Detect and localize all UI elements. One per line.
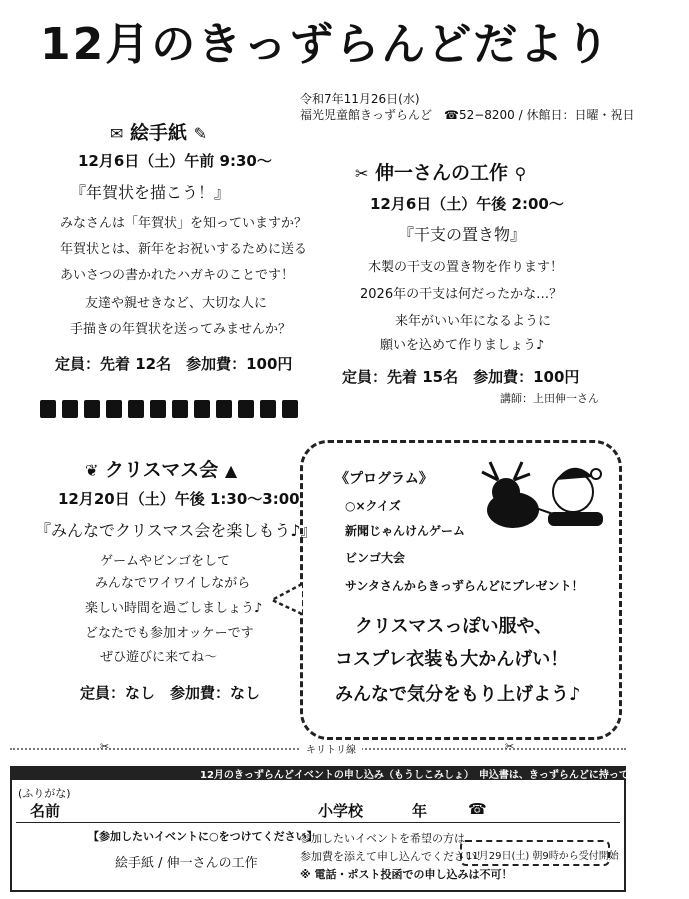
gift-icon — [62, 400, 78, 418]
gift-icon — [150, 400, 166, 418]
etegami-fee: 定員：先着 12名 参加費：100円 — [55, 355, 293, 373]
furigana-label: (ふりがな) — [18, 787, 71, 800]
facility-info: 福光児童館きっずらんど ☎52−8200 / 休館日：日曜・祝日 — [300, 108, 635, 122]
cut-line-label: キリトリ線 — [300, 741, 362, 756]
name-label: 名前 — [30, 802, 61, 820]
christmas-catch: 『みんなでクリスマス会を楽しもう♪』 — [35, 521, 317, 540]
scissors-icon: ✂ — [505, 740, 515, 753]
form-header-text: 12月のきっずらんどイベントの申し込み（もうしこみしょ） 申込書は、きっずらんどに持ってきてください — [200, 770, 689, 781]
deadline-box: 11月29日(土) 朝9時から受付開始 — [460, 840, 610, 866]
brush-icon: ✎ — [193, 124, 208, 143]
etegami-catch: 『年賀状を描こう！』 — [70, 183, 231, 202]
shinichi-line-1: 木製の干支の置き物を作ります！ — [368, 260, 564, 275]
shinichi-title: 伸一さんの工作 — [375, 162, 509, 184]
etegami-line-2: 年賀状とは、新年をお祝いするために送る — [60, 242, 308, 257]
christmas-line-1: ゲームやビンゴをして — [100, 554, 231, 569]
christmas-title: クリスマス会 — [105, 459, 219, 481]
reindeer-santa-illustration — [478, 452, 608, 537]
program-heading: 《プログラム》 — [335, 471, 433, 487]
etegami-heading — [110, 118, 207, 145]
form-divider — [16, 822, 620, 823]
gift-icon — [194, 400, 210, 418]
slogan-line-1: クリスマスっぽい服や、 — [355, 616, 553, 637]
choose-label: 【参加したいイベントに○をつけてください】 — [88, 830, 318, 843]
gift-decoration — [40, 400, 298, 418]
holly-icon: ❦ — [85, 461, 99, 480]
christmas-line-3: 楽しい時間を過ごしましょう♪ — [85, 601, 263, 616]
shinichi-line-4: 願いを込めて作りましょう♪ — [380, 338, 545, 353]
gift-icon — [260, 400, 276, 418]
magnifier-icon: ⚲ — [514, 164, 527, 183]
scissors-icon: ✂ — [100, 740, 110, 753]
shinichi-heading — [355, 158, 526, 185]
form-header-bar — [10, 766, 689, 781]
gift-icon — [172, 400, 188, 418]
form-note-3: ※ 電話・ポスト投函での申し込みは不可！ — [300, 868, 513, 881]
etegami-line-4: 友達や親せきなど、大切な人に — [85, 296, 268, 311]
gift-icon — [216, 400, 232, 418]
grade-label: 年 — [412, 802, 428, 820]
etegami-datetime: 12月6日（土）午前 9:30～ — [78, 152, 272, 170]
christmas-line-5: ぜひ遊びに来てね～ — [100, 650, 218, 665]
page-title: 12月のきっずらんどだより — [40, 19, 612, 70]
gift-icon — [282, 400, 298, 418]
christmas-heading — [85, 455, 237, 482]
etegami-line-3: あいさつの書かれたハガキのことです！ — [60, 268, 295, 283]
event-choices[interactable]: 絵手紙 / 伸一さんの工作 — [115, 856, 258, 871]
shinichi-line-3: 来年がいい年になるように — [395, 314, 552, 329]
etegami-line-1: みなさんは「年賀状」を知っていますか？ — [60, 216, 308, 231]
gift-icon — [106, 400, 122, 418]
christmas-line-4: どなたでも参加オッケーです — [85, 626, 254, 641]
form-note-1: 参加したいイベントを希望の方は — [300, 832, 465, 845]
form-note-2: 参加費を添えて申し込んでください！ — [300, 850, 487, 863]
program-item-1: ○×クイズ — [345, 499, 401, 513]
program-item-3: ビンゴ大会 — [345, 551, 406, 565]
christmas-line-2: みんなでワイワイしながら — [95, 576, 251, 591]
envelope-icon: ✉ — [110, 124, 124, 143]
issue-date: 令和7年11月26日(水) — [300, 92, 420, 106]
name-field[interactable] — [90, 795, 290, 819]
slogan-line-3: みんなで気分をもり上げよう♪ — [335, 684, 581, 705]
tree-icon: ▲ — [224, 461, 238, 480]
shinichi-datetime: 12月6日（土）午後 2:00～ — [370, 195, 564, 213]
shinichi-catch: 『干支の置き物』 — [398, 225, 527, 244]
etegami-title: 絵手紙 — [130, 122, 188, 144]
shinichi-instructor: 講師：上田伸一さん — [500, 392, 599, 405]
gift-icon — [238, 400, 254, 418]
program-item-4: サンタさんからきっずらんどにプレゼント！ — [345, 579, 584, 593]
shinichi-line-2: 2026年の干支は何だったかな…？ — [360, 287, 563, 302]
christmas-fee: 定員：なし 参加費：なし — [80, 684, 261, 702]
gift-icon — [128, 400, 144, 418]
slogan-line-2: コスプレ衣装も大かんげい！ — [335, 649, 569, 670]
gift-icon — [40, 400, 56, 418]
saw-icon: ✂ — [355, 164, 369, 183]
bubble-tail — [268, 580, 308, 620]
christmas-datetime: 12月20日（土）午後 1:30～3:00 — [58, 490, 300, 508]
etegami-line-5: 手描きの年賀状を送ってみませんか？ — [70, 322, 292, 337]
program-item-2: 新聞じゃんけんゲーム — [345, 524, 466, 538]
gift-icon — [84, 400, 100, 418]
shinichi-fee: 定員：先着 15名 参加費：100円 — [342, 368, 580, 386]
phone-label: ☎ — [468, 800, 487, 818]
school-label: 小学校 — [318, 802, 364, 820]
